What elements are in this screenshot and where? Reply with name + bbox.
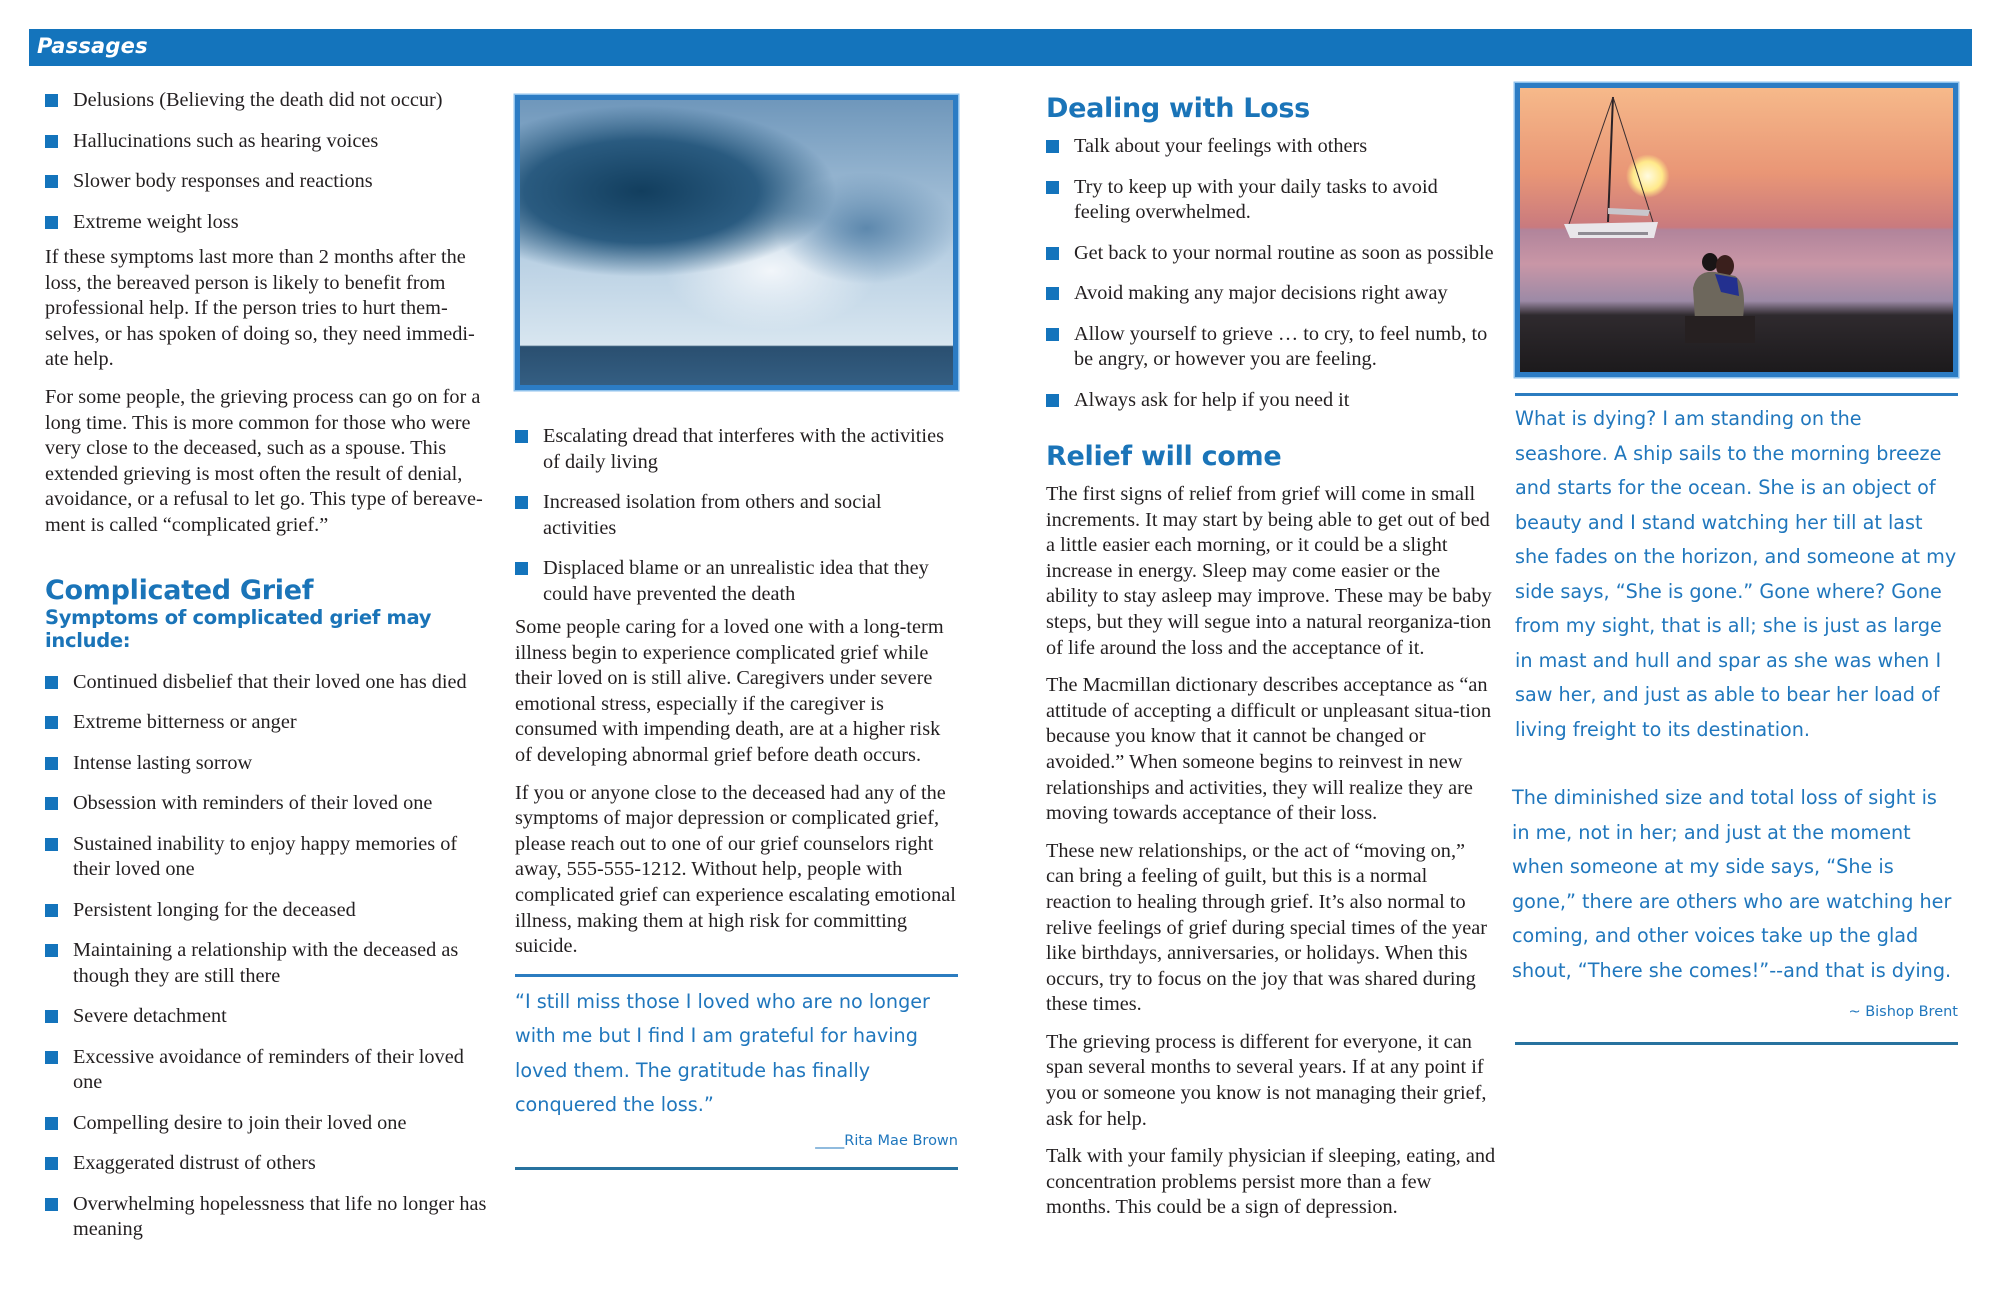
bullet-square-icon	[45, 135, 58, 148]
paragraph: If these symptoms last more than 2 months after the loss, the bereaved person is likely to benefit from professional help. If the person tries to hurt them-selves, or has spoken of doing so, they need immedi-ate help.	[45, 246, 475, 371]
pull-quote: “I still miss those I loved who are no longer with me but I find I am grateful for having loved them. The gratitude has finally conquered the loss.”	[515, 989, 930, 1117]
paragraph: If you or anyone close to the deceased had any of the symptoms of major depression or complicated grief, please reach out to one of our grief counselors right away, 555-555-1212. Without help, people with complicated grief can experience escalating emotional illness, making them at high risk for committing suicide.	[515, 781, 956, 958]
list-item: Always ask for help if you need it	[1046, 388, 1496, 414]
section-subheading: Symptoms of complicated grief may include:	[45, 605, 432, 652]
storm-clouds-image	[515, 95, 958, 390]
list-item: Overwhelming hopelessness that life no longer has meaning	[45, 1192, 490, 1243]
list-item: Extreme bitterness or anger	[45, 710, 490, 736]
seashore-quote-part-1: What is dying? I am standing on the seashore. A ship sails to the morning breeze and starts for the ocean. She is an object of beauty and I stand watching her till at last she fades on the horizon, and someone at my side says, “She is gone.” Gone where? Gone from my sight, that is all; she is just as large in mast and hull and spar as she was when I saw her, and just as able to bear her load of living freight to its destination.	[1515, 407, 1957, 741]
list-item: Get back to your normal routine as soon as possible	[1046, 241, 1496, 267]
bullet-square-icon	[45, 216, 58, 229]
bullet-square-icon	[45, 1010, 58, 1023]
list-item: Excessive avoidance of reminders of their loved one	[45, 1045, 490, 1096]
list-item: Compelling desire to join their loved one	[45, 1111, 490, 1137]
bullet-square-icon	[45, 175, 58, 188]
symptom-list-continued	[515, 424, 958, 607]
section-heading-dealing-with-loss: Dealing with Loss	[1046, 93, 1310, 124]
list-item: Persistent longing for the deceased	[45, 898, 490, 924]
bullet-square-icon	[45, 676, 58, 689]
list-item: Delusions (Believing the death did not occur)	[45, 88, 490, 114]
bullet-square-icon	[1046, 394, 1059, 407]
quote-divider-bottom	[1515, 1042, 1958, 1045]
list-item: Increased isolation from others and social activities	[515, 490, 958, 541]
list-item: Extreme weight loss	[45, 210, 490, 236]
list-item: Hallucinations such as hearing voices	[45, 129, 490, 155]
paragraph: The Macmillan dictionary describes acceptance as “an attitude of accepting a difficult or unpleasant situa-tion because you know that it cannot be changed or avoided.” When someone begins to reinvest in new relationships and activities, they will realize they are moving towards acceptance of their loss.	[1046, 674, 1492, 825]
bullet-square-icon	[45, 797, 58, 810]
section-heading-relief-will-come: Relief will come	[1046, 441, 1282, 472]
bullet-square-icon	[45, 1117, 58, 1130]
page-title: Passages	[37, 34, 148, 58]
list-item: Avoid making any major decisions right away	[1046, 281, 1496, 307]
bullet-square-icon	[45, 1198, 58, 1211]
couple-silhouette-icon	[1685, 248, 1755, 343]
bullet-square-icon	[45, 757, 58, 770]
dealing-with-loss-list	[1046, 134, 1496, 413]
symptom-list-top	[45, 88, 490, 235]
list-item: Slower body responses and reactions	[45, 169, 490, 195]
column-3	[1046, 88, 1496, 1233]
paragraph: Some people caring for a loved one with a long-term illness begin to experience complicated grief while their loved on is still alive. Caregivers under severe emotional stress, especially if the caregiver is consumed with impending death, are at a higher risk of developing abnormal grief before death occurs.	[515, 616, 944, 766]
complicated-grief-symptom-list	[45, 670, 490, 1243]
column-1	[45, 88, 490, 1258]
list-item: Try to keep up with your daily tasks to avoid feeling overwhelmed.	[1046, 175, 1496, 226]
list-item: Talk about your feelings with others	[1046, 134, 1496, 160]
list-item: Obsession with reminders of their loved one	[45, 791, 490, 817]
quote-divider-bottom	[515, 1167, 958, 1170]
bullet-square-icon	[45, 716, 58, 729]
paragraph: The first signs of relief from grief will come in small increments. It may start by being able to get out of bed a little easier each morning, or it could be a slight increase in energy. Sleep may come easier or the ability to stay asleep may improve. These may be baby steps, but they will segue into a natural reorganiza-tion of life around the loss and the acceptance of it.	[1046, 483, 1492, 659]
bullet-square-icon	[45, 944, 58, 957]
seashore-quote-part-2: The diminished size and total loss of sight is in me, not in her; and just at the moment when someone at my side says, “She is gone,” there are others who are watching her coming, and other voices take up the glad shout, “There she comes!”--and that is dying.	[1512, 786, 1952, 982]
quote-attribution: ~ Bishop Brent	[1848, 1004, 1958, 1020]
quote-attribution: ____Rita Mae Brown	[815, 1132, 958, 1149]
bullet-square-icon	[45, 94, 58, 107]
bullet-square-icon	[1046, 247, 1059, 260]
quote-divider-top	[515, 974, 958, 977]
section-heading-complicated-grief: Complicated Grief	[45, 574, 314, 606]
paragraph: For some people, the grieving process can go on for a long time. This is more common for those who were very close to the deceased, such as a spouse. This extended grieving is most often the result of denial, avoidance, or a refusal to let go. This type of bereave-ment is called “complicated grief.”	[45, 385, 483, 536]
bullet-square-icon	[1046, 181, 1059, 194]
paragraph: The grieving process is different for everyone, it can span several months to several years. If at any point if you or someone you know is not managing their grief, ask for help.	[1046, 1030, 1487, 1130]
column-4	[1512, 83, 1958, 1183]
bullet-square-icon	[45, 1051, 58, 1064]
paragraph: These new relationships, or the act of “moving on,” can bring a feeling of guilt, but this is a normal reaction to healing through grief. It’s also normal to relive feelings of grief during special times of the year like birthdays, anniversaries, or holidays. When this occurs, try to focus on the joy that was shared during these times.	[1046, 839, 1487, 1016]
bullet-square-icon	[45, 904, 58, 917]
list-item: Maintaining a relationship with the deceased as though they are still there	[45, 938, 490, 989]
bullet-square-icon	[45, 1157, 58, 1170]
quote-divider-top	[1515, 393, 1958, 396]
list-item: Exaggerated distrust of others	[45, 1151, 490, 1177]
bullet-square-icon	[1046, 328, 1059, 341]
list-item: Sustained inability to enjoy happy memories of their loved one	[45, 832, 490, 883]
list-item: Displaced blame or an unrealistic idea that they could have prevented the death	[515, 556, 958, 607]
bullet-square-icon	[1046, 140, 1059, 153]
list-item: Allow yourself to grieve … to cry, to feel numb, to be angry, or however you are feeling.	[1046, 322, 1496, 373]
list-item: Intense lasting sorrow	[45, 751, 490, 777]
sailboat-icon	[1558, 92, 1668, 242]
header-bar	[29, 29, 1972, 66]
list-item: Escalating dread that interferes with the activities of daily living	[515, 424, 958, 475]
bullet-square-icon	[1046, 287, 1059, 300]
column-2	[515, 95, 958, 1195]
bullet-square-icon	[515, 430, 528, 443]
bullet-square-icon	[515, 496, 528, 509]
list-item: Severe detachment	[45, 1004, 490, 1030]
list-item: Continued disbelief that their loved one has died	[45, 670, 490, 696]
bullet-square-icon	[515, 562, 528, 575]
paragraph: Talk with your family physician if sleeping, eating, and concentration problems persist more than a few months. This could be a sign of depression.	[1046, 1145, 1496, 1219]
bullet-square-icon	[45, 838, 58, 851]
sunset-sailboat-image	[1515, 83, 1958, 377]
